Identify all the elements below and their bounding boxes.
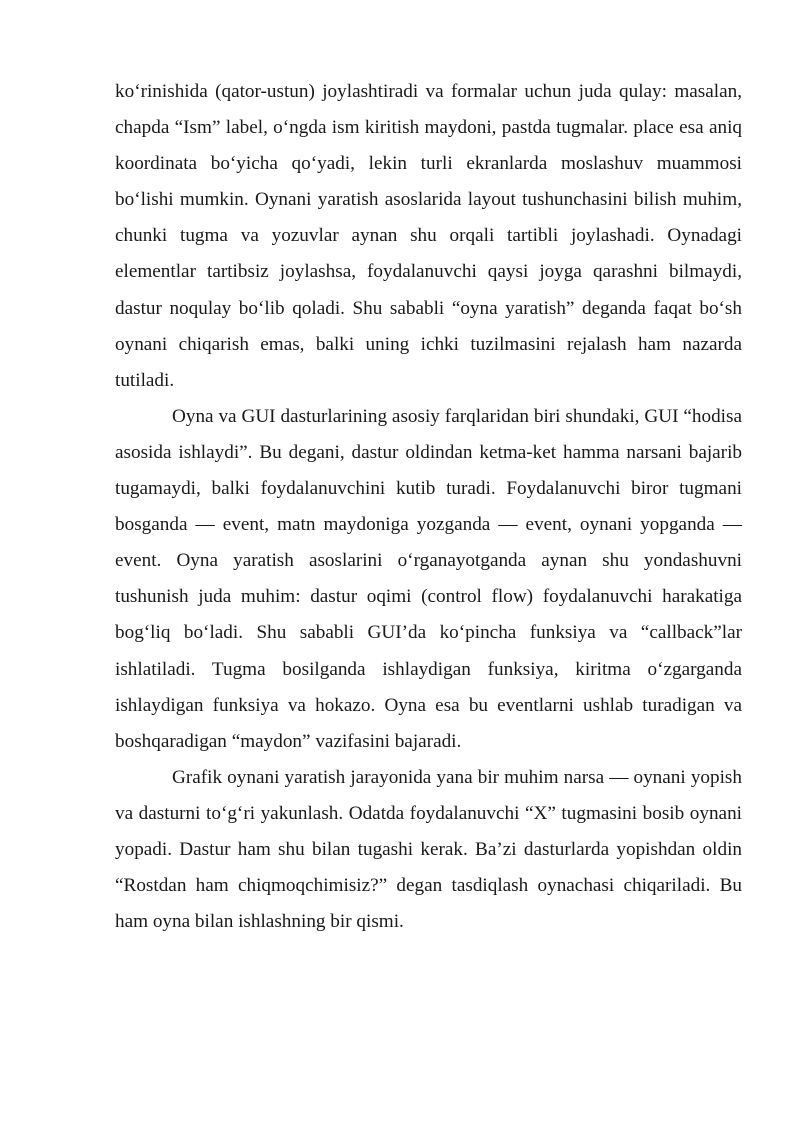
paragraph-window-closing: Grafik oynani yaratish jarayonida yana bir muhim narsa — oynani yopish va dasturni to‘g‘ri yakunlash. Odatda foydalanuvchi “X” tugmasini bosib oynani yopadi. Dastur ham shu bilan tugashi kerak. Ba’zi dasturlarda yopishdan oldin “Rostdan ham chiqmoqchimisiz?” degan tasdiqlash oynachasi chiqariladi. Bu ham oyna bilan ishlashning bir qismi. xyxy=(115,766,742,933)
paragraph-continuation: ko‘rinishida (qator-ustun) joylashtiradi va formalar uchun juda qulay: masalan, chapda “Ism” label, o‘ngda ism kiritish maydoni, pastda tugmalar. place esa aniq koordinata bo‘yicha qo‘yadi, lekin turli ekranlarda moslashuv muammosi bo‘lishi mumkin. Oynani yaratish asoslarida layout tushunchasini bilish muhim, chunki tugma va yozuvlar aynan shu orqali tartibli joylashadi. Oynadagi elementlar tartibsiz joylashsa, foydalanuvchi qaysi joyga qarashni bilmaydi, dastur noqulay bo‘lib qoladi. Shu sababli “oyna yaratish” deganda faqat bo‘sh oynani chiqarish emas, balki uning ichki tuzilmasini rejalash ham nazarda tutiladi. xyxy=(115,81,742,391)
paragraph-event-driven: Oyna va GUI dasturlarining asosiy farqlaridan biri shundaki, GUI “hodisa asosida ishlaydi”. Bu degani, dastur oldindan ketma-ket hamma narsani bajarib tugamaydi, balki foydalanuvchini kutib turadi. Foydalanuvchi biror tugmani bosganda — event, matn maydoniga yozganda — event, oynani yopganda — event. Oyna yaratish asoslarini o‘rganayotganda aynan shu yondashuvni tushunish juda muhim: dastur oqimi (control flow) foydalanuvchi harakatiga bog‘liq bo‘ladi. Shu sababli GUI’da ko‘pincha funksiya va “callback”lar ishlatiladi. Tugma bosilganda ishlaydigan funksiya, kiritma o‘zgarganda ishlaydigan funksiya va hokazo. Oyna esa bu eventlarni ushlab turadigan va boshqaradigan “maydon” vazifasini bajaradi. xyxy=(115,405,742,752)
body-text xyxy=(115,74,742,940)
